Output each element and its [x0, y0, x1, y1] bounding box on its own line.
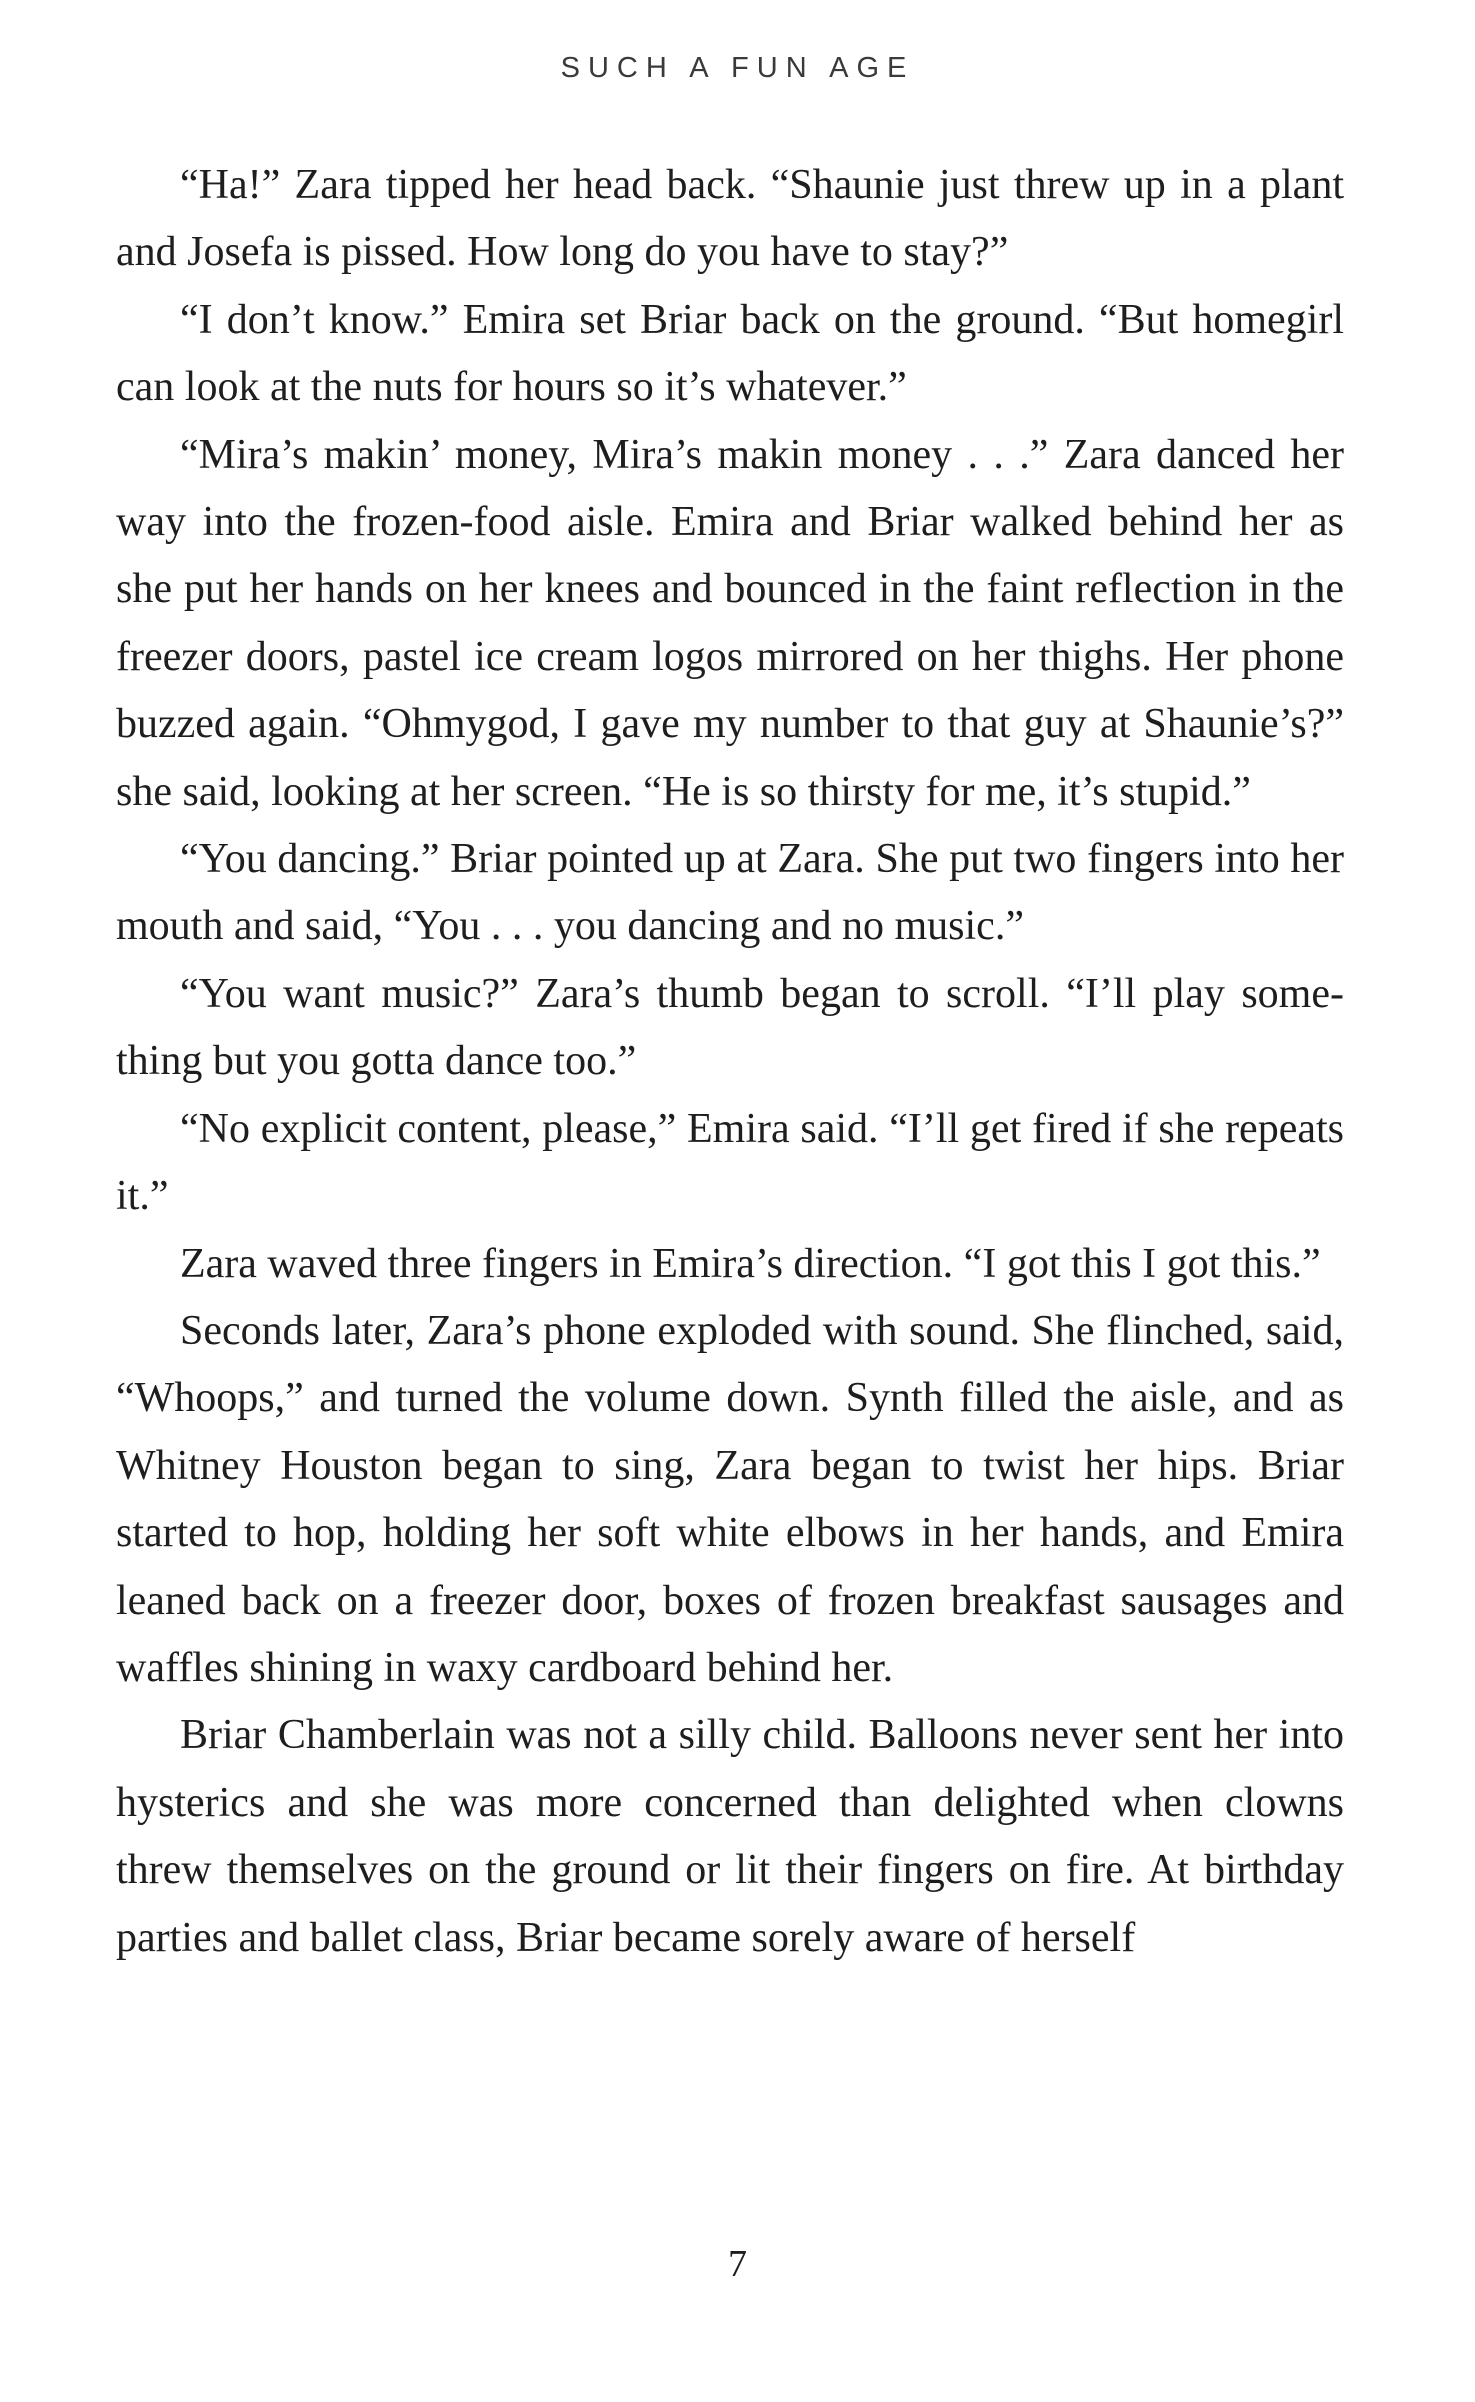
body-text — [116, 152, 1344, 1972]
paragraph-9: Briar Chamberlain was not a silly child. Balloons never sent her into hysterics and she was more concerned than delighted when clowns threw themselves on the ground or lit their fingers on fire. At birthday parties and ballet class, Briar became sorely aware of herself — [116, 1712, 1344, 1961]
paragraph-3: “Mira’s makin’ money, Mira’s makin money . . .” Zara danced her way into the frozen-food aisle. Emira and Briar walked behind her as she put her hands on her knees and bounced in the faint reflection in the freezer doors, pastel ice cream logos mirrored on her thighs. Her phone buzzed again. “Ohmygod, I gave my number to that guy at Shaunie’s?” she said, looking at her screen. “He is so thirsty for me, it’s stupid.” — [116, 431, 1344, 815]
paragraph-8: Seconds later, Zara’s phone exploded with sound. She flinched, said, “Whoops,” and turned the volume down. Synth filled the aisle, and as Whitney Houston began to sing, Zara began to twist her hips. Briar started to hop, holding her soft white elbows in her hands, and Emira leaned back on a freezer door, boxes of frozen breakfast sausages and waffles shining in waxy cardboard behind her. — [116, 1307, 1344, 1691]
paragraph-5: “You want music?” Zara’s thumb began to scroll. “I’ll play something but you gotta dance too.” — [116, 970, 1344, 1085]
running-head: SUCH A FUN AGE — [560, 52, 915, 84]
page-number: 7 — [728, 2243, 747, 2285]
paragraph-7: Zara waved three fingers in Emira’s direction. “I got this I got this.” — [180, 1240, 1321, 1287]
paragraph-6: “No explicit content, please,” Emira said. “I’ll get fired if she repeats it.” — [116, 1105, 1344, 1220]
paragraph-2: “I don’t know.” Emira set Briar back on the ground. “But homegirl can look at the nuts for hours so it’s whatever.” — [116, 296, 1344, 411]
paragraph-4: “You dancing.” Briar pointed up at Zara. She put two fingers into her mouth and said, “You . . . you dancing and no music.” — [116, 836, 1344, 950]
paragraph-1: “Ha!” Zara tipped her head back. “Shaunie just threw up in a plant and Josefa is pissed. How long do you have to stay?” — [116, 162, 1344, 276]
